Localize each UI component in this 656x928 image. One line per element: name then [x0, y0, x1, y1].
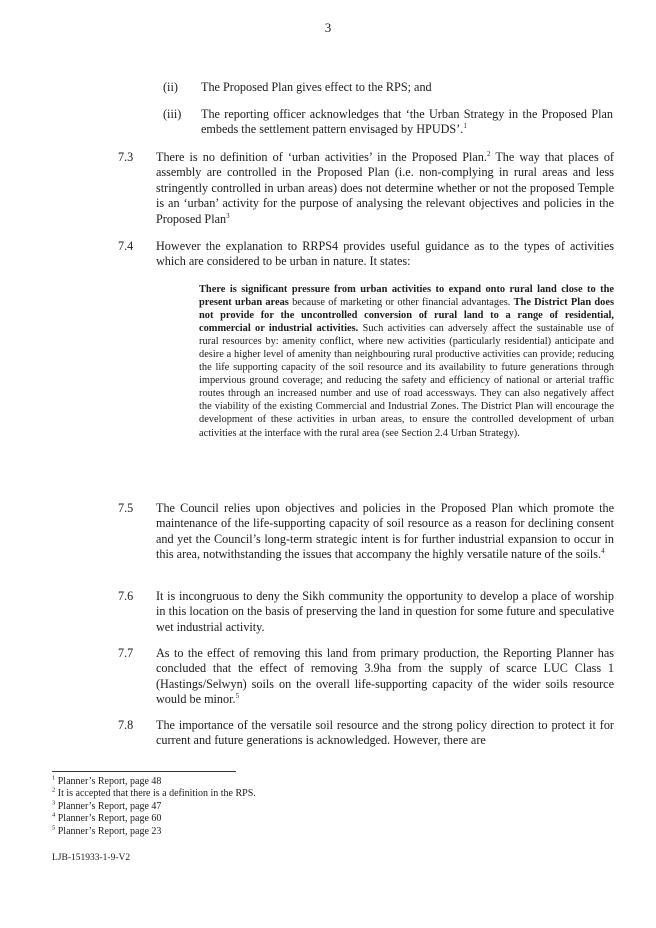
subitem-text: The Proposed Plan gives effect to the RPS; and [201, 80, 432, 94]
quote-text: Such activities can adversely affect the sustainable use of rural resources by: amenity conflict, where new activities (particularly residential) anticipate and desire a higher level of amenity than neighbouring rural productive activities can provide; reducing the life supporting capacity of the soil resource and its availability to future generations through impervious ground coverage; and reducing the safety and efficiency of national or arterial traffic routes through an increased number and use of road accessways. They can also negatively affect the viability of the existing Commercial and Industrial Zones. The District Plan will encourage the development of these activities in urban areas, to ensure the controlled development of urban activities at the interface with the rural area (see Section 2.4 Urban Strategy). [199, 323, 614, 439]
paragraph-number: 7.5 [118, 501, 134, 515]
subitem-text: The reporting officer acknowledges that ‘the Urban Strategy in the Proposed Plan embeds the settlement pattern envisaged by HPUDS’.$^1$ [201, 107, 613, 137]
paragraph-text: It is incongruous to deny the Sikh community the opportunity to develop a place of worship in this location on the basis of preserving the land in question for some future and speculative wet industrial activity. [156, 589, 614, 634]
paragraph-number: 7.3 [118, 150, 134, 164]
paragraph-number: 7.6 [118, 589, 134, 603]
page-number: 3 [324, 20, 332, 35]
footnote: $^4$ Planner’s Report, page 60 [52, 811, 162, 825]
paragraph-text: However the explanation to RRPS4 provides useful guidance as to the types of activities which are considered to be urban in nature. It states: [156, 239, 614, 269]
paragraph-text: The importance of the versatile soil resource and the strong policy direction to protect it for current and future generations is acknowledged. However, there are [156, 718, 614, 748]
document-reference: LJB-151933-1-9-V2 [52, 853, 131, 863]
quote-text: because of marketing or other financial advantages. [288, 297, 514, 309]
block-quote [199, 283, 614, 440]
footnote: $^2$ It is accepted that there is a definition in the RPS. [52, 787, 256, 800]
subitem-number: (ii) [163, 80, 178, 94]
paragraph-number: 7.4 [118, 239, 134, 253]
paragraph-number: 7.7 [118, 646, 134, 660]
footnote: $^5$ Planner’s Report, page 23 [52, 824, 162, 837]
footnote: $^1$ Planner’s Report, page 48 [52, 774, 162, 787]
paragraph-text: As to the effect of removing this land from primary production, the Reporting Planner has concluded that the effect of removing 3.9ha from the supply of scarce LUC Class 1 (Hastings/Selwyn) soils on the overall life-supporting capacity of the wider soils resource would be minor.$^5$ [156, 646, 614, 707]
paragraph-text: The Council relies upon objectives and policies in the Proposed Plan which promote the maintenance of the life-supporting capacity of soil resource as a reason for declining consent and yet the Council’s long-term strategic intent is for further industrial expansion to occur in this area, notwithstanding the issues that accompany the highly versatile nature of the soils.$^4$ [156, 501, 614, 562]
quote-bold-text: There is significant pressure from urban activities to expand onto rural land close to the present urban areas [199, 284, 614, 309]
footnote-ref: 4 [601, 547, 605, 556]
footnote-ref: 3 [226, 211, 230, 220]
footnote: $^3$ Planner’s Report, page 47 [52, 799, 162, 812]
footnote-ref: 1 [463, 122, 467, 131]
paragraph-number: 7.8 [118, 718, 134, 732]
footnotes [52, 776, 256, 838]
footnote-ref: 2 [486, 149, 491, 158]
subitem-number: (iii) [163, 107, 182, 121]
quote-bold-text: The District Plan does not provide for the uncontrolled conversion of rural land to a range of residential, commercial or industrial activities. [199, 297, 614, 335]
footnote-separator [52, 771, 236, 772]
paragraph-text: There is no definition of ‘urban activities’ in the Proposed Plan.$^2$ The way that places of assembly are controlled in the Proposed Plan (i.e. non-complying in rural areas and less stringently controlled in urban areas) does not determine whether or not the proposed Temple is an ‘urban’ activity for the purpose of analysing the relevant objectives and policies in the Proposed Plan$^3$ [156, 149, 614, 226]
footnote-ref: 5 [235, 692, 240, 701]
